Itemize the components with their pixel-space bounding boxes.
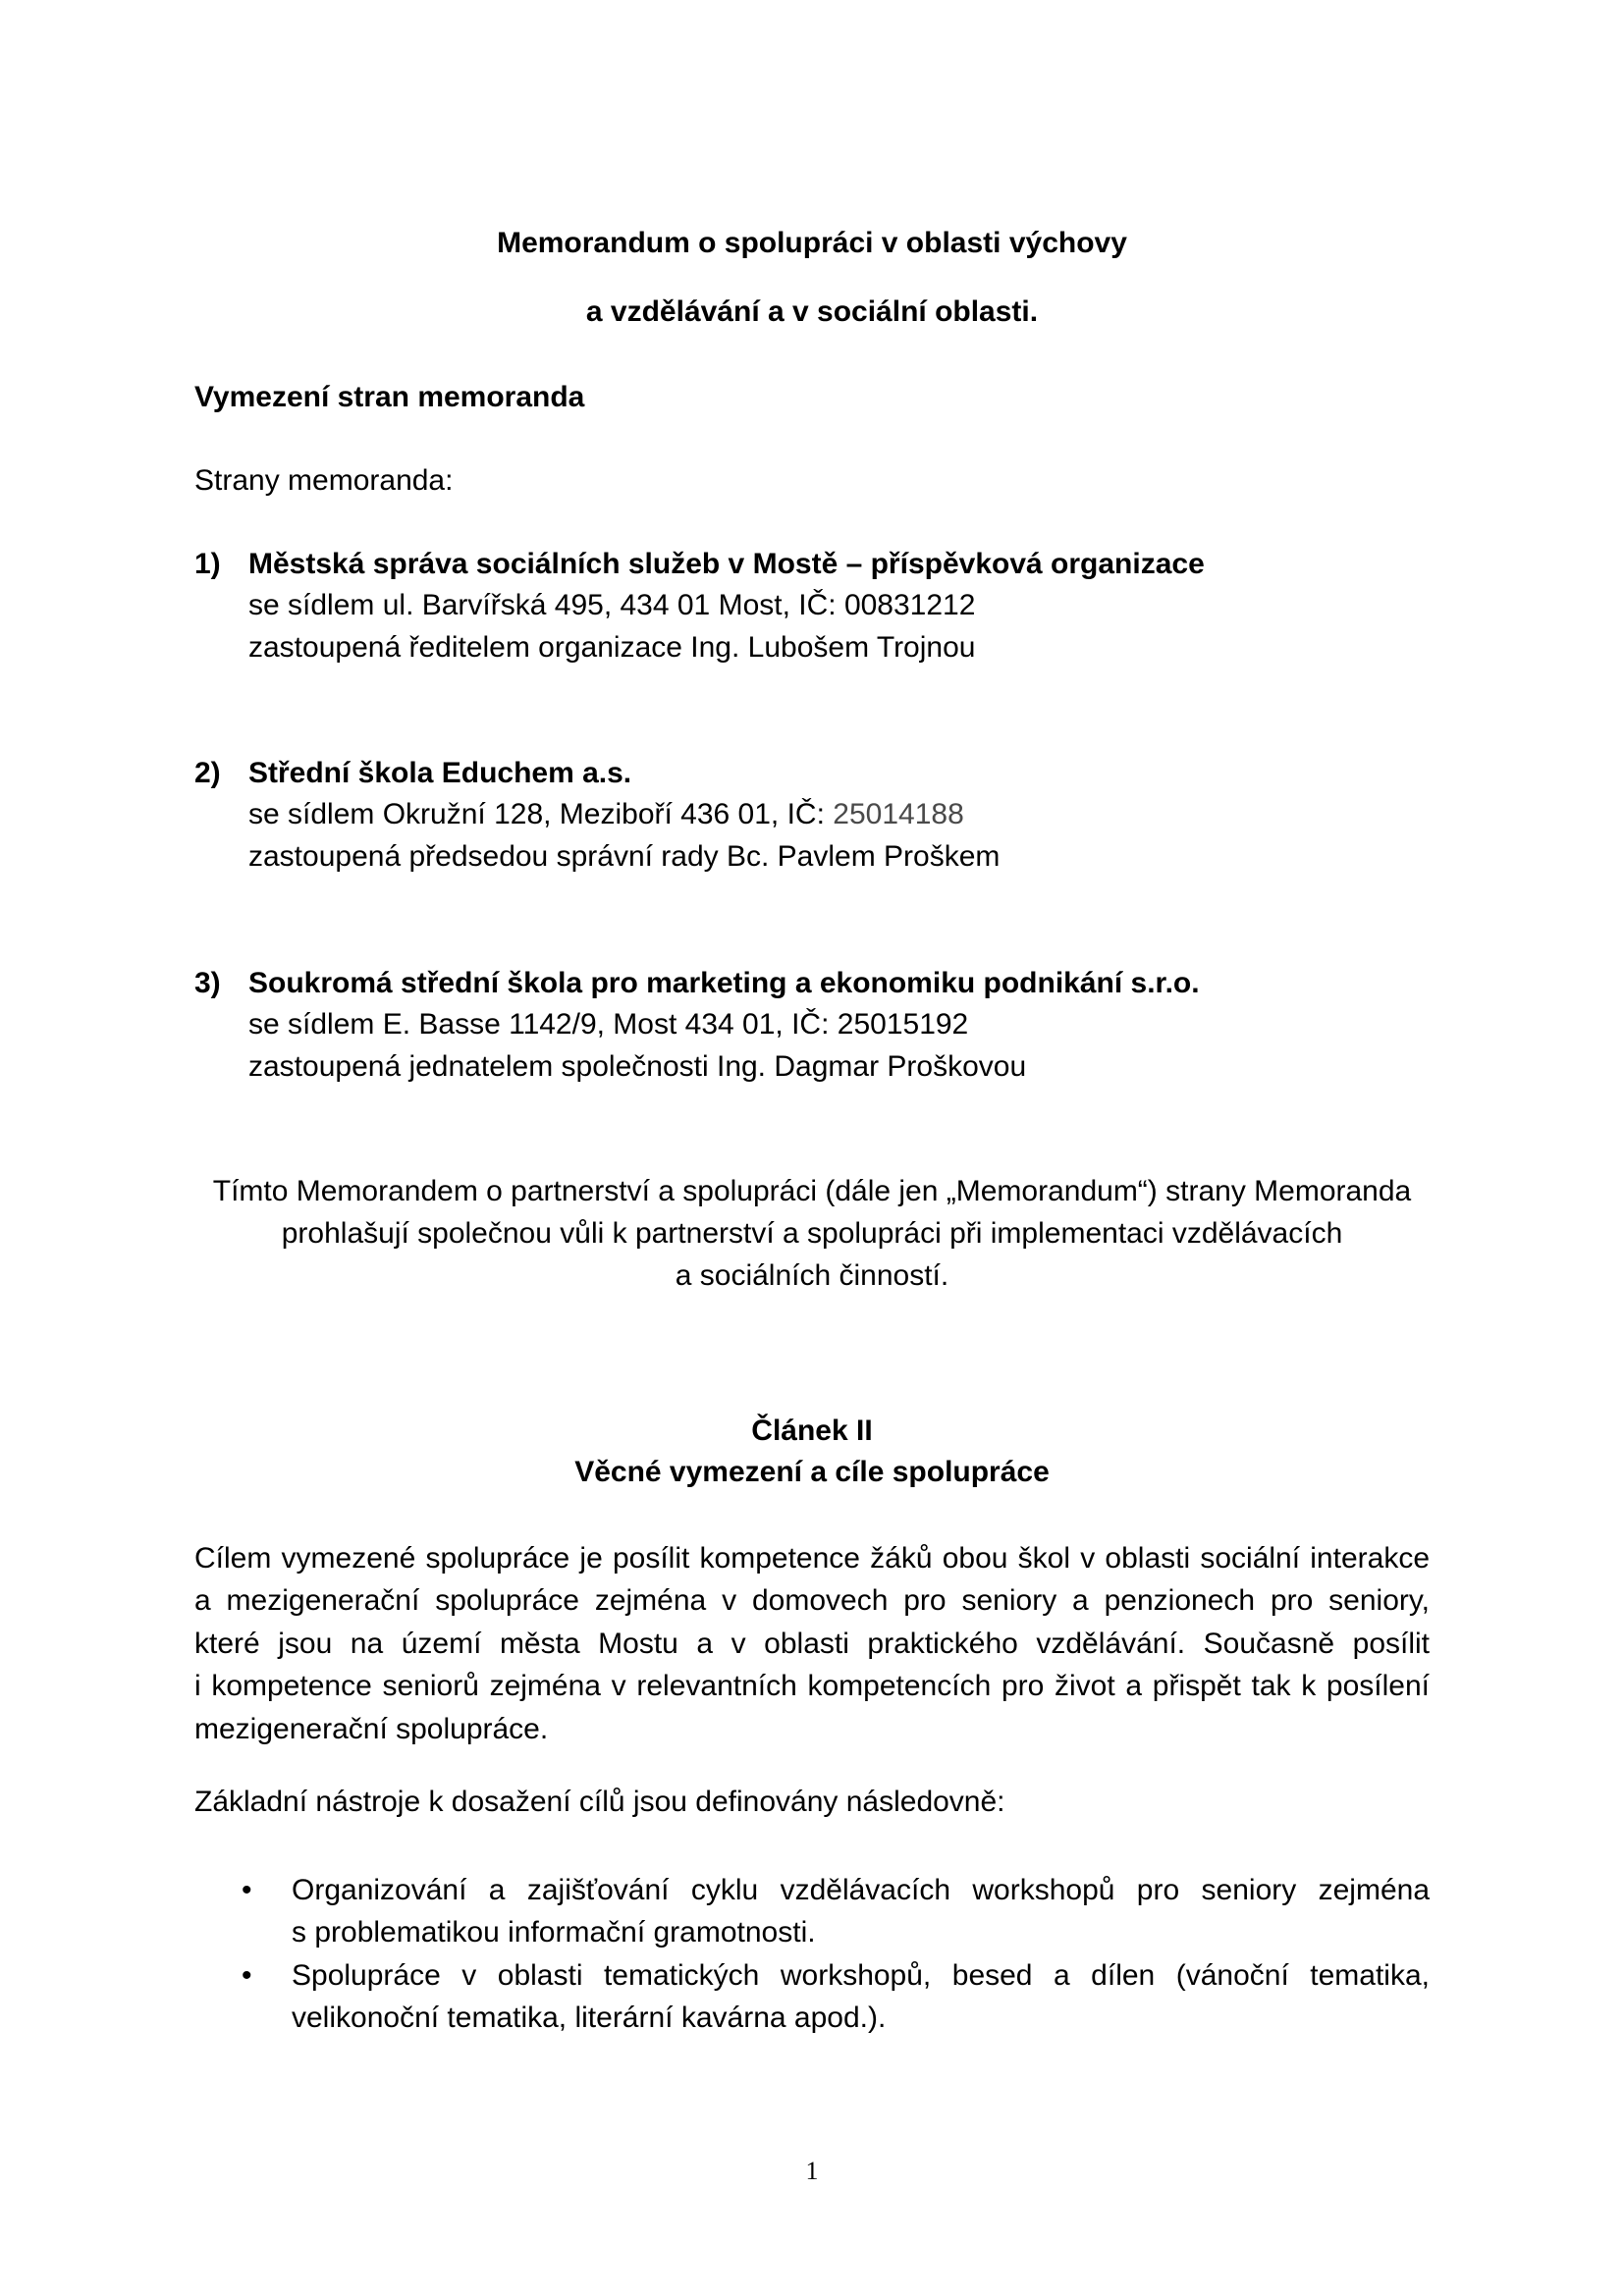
bullet-icon: •	[242, 1874, 252, 1906]
party-number: 1)	[194, 548, 221, 580]
bullet-line: velikonoční tematika, literární kavárna apod.).	[292, 2002, 887, 2035]
tools-bullet-list	[194, 1869, 1430, 2040]
paragraph-line: mezigenerační spolupráce.	[194, 1712, 549, 1745]
bullet-text	[292, 1954, 1430, 2040]
party-representative: zastoupená předsedou správní rady Bc. Pavlem Proškem	[248, 840, 1001, 873]
party-name: Městská správa sociálních služeb v Mostě – příspěvková organizace	[248, 548, 1205, 580]
party-representative: zastoupená ředitelem organizace Ing. Lubošem Trojnou	[248, 631, 976, 664]
paragraph-line: a mezigenerační spolupráce zejména v domovech pro seniory a penzionech pro seniory,	[194, 1584, 1430, 1618]
article-title: Věcné vymezení a cíle spolupráce	[574, 1456, 1050, 1488]
party-address-text: se sídlem Okružní 128, Meziboří 436 01, IČ:	[248, 798, 834, 830]
party-address	[248, 797, 964, 832]
bullet-line: Organizování a zajišťování cyklu vzdělávacích workshopů pro seniory zejména	[292, 1874, 1430, 1906]
party-name: Střední škola Educhem a.s.	[248, 757, 632, 789]
section-heading: Vymezení stran memoranda	[194, 381, 585, 413]
document-title-line-2: a vzdělávání a v sociální oblasti.	[585, 295, 1039, 328]
article-paragraph	[194, 1537, 1430, 1750]
paragraph-line: Cílem vymezené spolupráce je posílit kompetence žáků obou škol v oblasti sociální interakce	[194, 1542, 1430, 1575]
document-title-line-1: Memorandum o spolupráci v oblasti výchovy	[497, 227, 1127, 259]
party-address	[248, 1007, 968, 1042]
party-address-text: se sídlem ul. Barvířská 495, 434 01 Most, IČ:	[248, 589, 844, 621]
bullet-icon: •	[242, 1958, 252, 1992]
declaration-line: a sociálních činností.	[675, 1259, 949, 1292]
party-number: 3)	[194, 967, 221, 999]
party-address	[248, 588, 975, 623]
bullet-item	[194, 1869, 1430, 1954]
declaration-line: prohlašují společnou vůli k partnerství a spolupráci při implementaci vzdělávacích	[281, 1217, 1343, 1250]
party-ic: 00831212	[843, 589, 976, 621]
bullet-line: s problematikou informační gramotnosti.	[292, 1916, 816, 1949]
bullet-text	[292, 1869, 1430, 1954]
paragraph-line: i kompetence seniorů zejména v relevantních kompetencích pro život a přispět tak k posílení	[194, 1670, 1430, 1703]
tools-intro: Základní nástroje k dosažení cílů jsou definovány následovně:	[194, 1786, 1005, 1818]
article-number: Článek II	[751, 1415, 873, 1447]
declaration-line: Tímto Memorandem o partnerství a spolupráci (dále jen „Memorandum“) strany Memoranda	[212, 1175, 1412, 1207]
party-representative: zastoupená jednatelem společnosti Ing. Dagmar Proškovou	[248, 1050, 1027, 1083]
party-ic: 25014188	[833, 798, 964, 830]
party-name: Soukromá střední škola pro marketing a ekonomiku podnikání s.r.o.	[248, 967, 1200, 999]
party-number: 2)	[194, 757, 221, 789]
paragraph-line: které jsou na území města Mostu a v oblasti praktického vzdělávání. Současně posílit	[194, 1627, 1430, 1660]
party-address-text: se sídlem E. Basse 1142/9, Most 434 01, IČ:	[248, 1008, 838, 1041]
page-number: 1	[805, 2157, 819, 2185]
party-ic: 25015192	[837, 1008, 969, 1041]
bullet-line: Spolupráce v oblasti tematických workshopů, besed a dílen (vánoční tematika,	[292, 1958, 1430, 1992]
bullet-item	[194, 1954, 1430, 2040]
parties-intro: Strany memoranda:	[194, 464, 454, 497]
